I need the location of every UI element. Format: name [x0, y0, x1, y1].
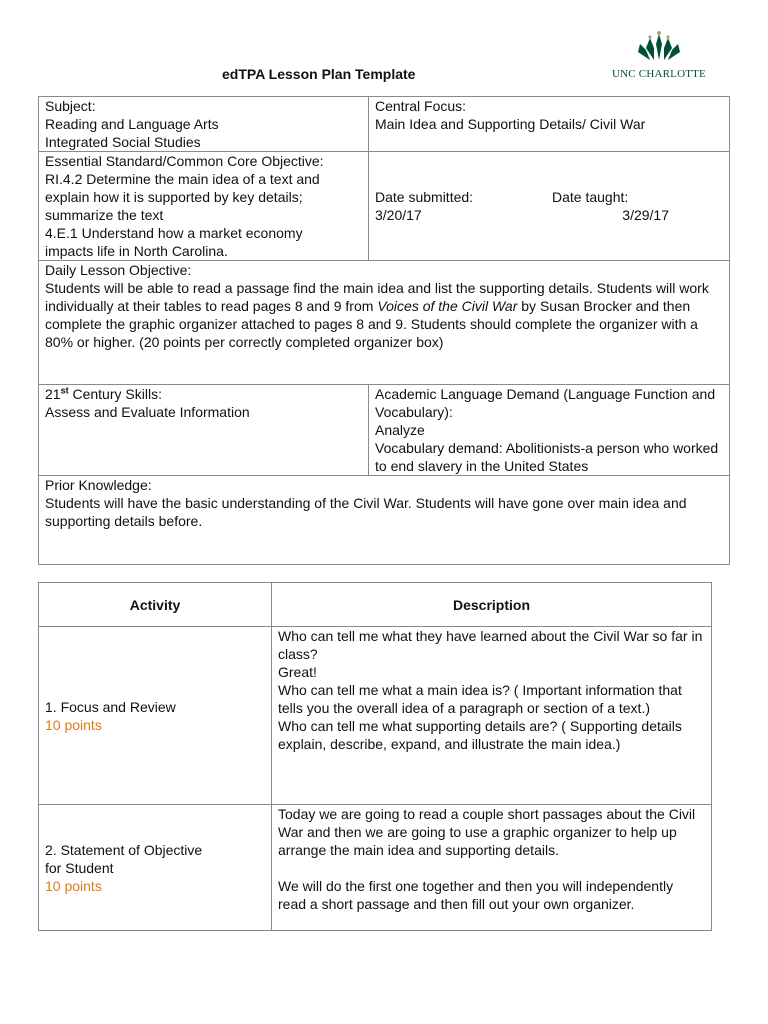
description-column-header: Description — [272, 583, 712, 627]
activity-cell — [39, 805, 272, 931]
dates-cell — [369, 152, 730, 261]
central-focus-cell — [369, 97, 730, 152]
date-taught-value: 3/29/17 — [622, 207, 669, 223]
standard-line-5: impacts life in North Carolina. — [45, 243, 228, 259]
subject-line-2: Integrated Social Studies — [45, 134, 201, 150]
subject-label: Subject: — [45, 98, 96, 114]
activity-cell — [39, 627, 272, 805]
daily-objective-label: Daily Lesson Objective: — [45, 262, 192, 278]
subject-row — [39, 97, 730, 152]
academic-language-value-1: Analyze — [375, 422, 425, 438]
date-taught-label: Date taught: — [552, 189, 629, 205]
activity-table — [38, 582, 712, 931]
description-line: We will do the first one together and then you will independently read a short passage and then fill out your own organizer. — [278, 878, 674, 912]
daily-objective-cell — [39, 261, 730, 385]
central-focus-value: Main Idea and Supporting Details/ Civil War — [375, 116, 646, 132]
prior-knowledge-label: Prior Knowledge: — [45, 477, 152, 493]
prior-knowledge-cell — [39, 476, 730, 565]
description-line: Who can tell me what a main idea is? ( Important information that tells you the overall idea of a paragraph or section of a text.) — [278, 682, 682, 716]
unc-charlotte-logo — [606, 30, 712, 80]
dates-values — [375, 206, 729, 224]
standard-row — [39, 152, 730, 261]
subject-line-1: Reading and Language Arts — [45, 116, 219, 132]
standard-line-4: 4.E.1 Understand how a market economy — [45, 225, 303, 241]
central-focus-label: Central Focus: — [375, 98, 467, 114]
activity-points: 10 points — [45, 716, 102, 733]
description-line: Today we are going to read a couple short passages about the Civil War and then we are going to use a graphic organizer to help up arrange the main idea and supporting details. — [278, 806, 696, 858]
spacer — [278, 859, 703, 877]
standard-line-1: RI.4.2 Determine the main idea of a text and — [45, 171, 320, 187]
standard-cell — [39, 152, 369, 261]
description-line: Who can tell me what supporting details are? ( Supporting details explain, describe, expand, and illustrate the main idea.) — [278, 718, 682, 752]
table-row — [39, 627, 712, 805]
daily-objective-post: by Susan Brocker and then complete the graphic organizer attached to pages 8 and 9. Students should complete the organizer with a 80% or higher. (20 points per correctly completed organizer box) — [45, 298, 698, 350]
dates-labels — [375, 188, 729, 206]
skills-label-rest: Century Skills: — [68, 386, 162, 402]
activity-name: 2. Statement of Objective — [45, 841, 203, 858]
document-title: edTPA Lesson Plan Template — [222, 66, 416, 82]
date-submitted-value: 3/20/17 — [375, 207, 422, 223]
description-line: Who can tell me what they have learned about the Civil War so far in class? — [278, 628, 703, 662]
table-row — [39, 805, 712, 931]
skills-label-sup: st — [60, 385, 69, 396]
prior-knowledge-value: Students will have the basic understanding of the Civil War. Students will have gone over main idea and supporting details before. — [45, 495, 687, 529]
academic-language-value-2: Vocabulary demand: Abolitionists-a person who worked to end slavery in the United States — [375, 440, 719, 474]
skills-label-num: 21 — [45, 386, 61, 402]
skills-value: Assess and Evaluate Information — [45, 404, 250, 420]
crown-emblem-icon — [632, 30, 686, 64]
activity-column-header: Activity — [39, 583, 272, 627]
daily-objective-row — [39, 261, 730, 385]
activity-points: 10 points — [45, 877, 102, 894]
daily-objective-pre: Students will be able to read a passage find the main idea and list the supporting details. Students will work individually at their tables to read pages 8 and 9 from — [45, 280, 709, 314]
lesson-plan-table — [38, 96, 730, 565]
date-submitted-label: Date submitted: — [375, 189, 474, 205]
book-title: Voices of the Civil War — [377, 298, 518, 314]
prior-knowledge-row — [39, 476, 730, 565]
description-line: Great! — [278, 664, 317, 680]
skills-cell — [39, 385, 369, 476]
standard-label: Essential Standard/Common Core Objective: — [45, 153, 324, 169]
activity-name-line-2: for Student — [45, 859, 114, 876]
logo-text: UNC CHARLOTTE — [612, 68, 706, 80]
academic-language-label: Academic Language Demand (Language Function and Vocabulary): — [375, 386, 716, 420]
skills-row — [39, 385, 730, 476]
description-cell — [272, 627, 712, 805]
subject-cell — [39, 97, 369, 152]
description-cell — [272, 805, 712, 931]
standard-line-3: summarize the text — [45, 207, 164, 223]
activity-name: 1. Focus and Review — [45, 698, 176, 715]
standard-line-2: explain how it is supported by key details; — [45, 189, 303, 205]
skills-label — [45, 385, 368, 403]
daily-objective-text — [45, 279, 709, 351]
academic-language-cell — [369, 385, 730, 476]
activity-header-row — [39, 583, 712, 627]
